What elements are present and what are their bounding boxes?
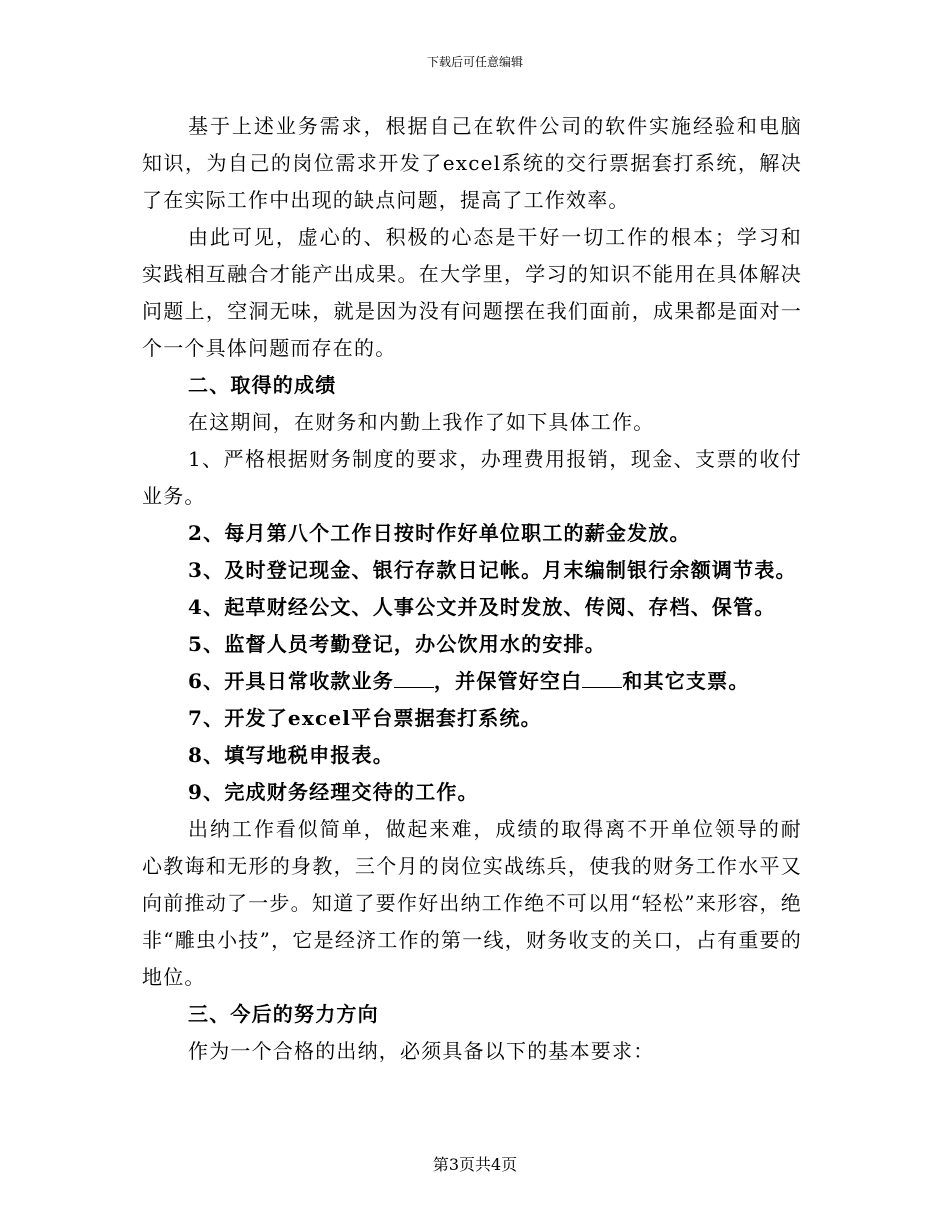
- page-header: 下载后可任意编辑: [426, 55, 523, 69]
- list-item-6: [142, 663, 802, 700]
- section-heading-3: 三、今后的努力方向: [188, 1002, 379, 1026]
- paragraph-4: 作为一个合格的出纳，必须具备以下的基本要求：: [188, 1039, 655, 1063]
- document-body: [142, 108, 802, 1070]
- list-item-6-part-b: ，并保管好空白: [433, 669, 583, 693]
- paragraph-1: 基于上述业务需求，根据自己在软件公司的软件实施经验和电脑知识，为自己的岗位需求开发了excel系统的交行票据套打系统，解决了在实际工作中出现的缺点问题，提高了工作效率。: [142, 114, 802, 212]
- paragraph-2: 由此可见，虚心的、积极的心态是干好一切工作的根本；学习和实践相互融合才能产出成果。在大学里，学习的知识不能用在具体解决问题上，空洞无味，就是因为没有问题摆在我们面前，成果都是面对一个一个具体问题而存在的。: [142, 225, 802, 360]
- page-footer: 第3页共4页: [432, 1155, 518, 1174]
- list-item-6-part-c: 和其它支票。: [622, 669, 750, 693]
- section-heading-2: 二、取得的成绩: [188, 373, 337, 397]
- list-item-1: 1、严格根据财务制度的要求，办理费用报销，现金、支票的收付业务。: [142, 447, 802, 508]
- list-item-3: 3、及时登记现金、银行存款日记帐。月末编制银行余额调节表。: [188, 558, 797, 582]
- list-item-4: 4、起草财经公文、人事公文并及时发放、传阅、存档、保管。: [188, 595, 776, 619]
- list-item-2: 2、每月第八个工作日按时作好单位职工的薪金发放。: [188, 521, 691, 545]
- blank-underline: [582, 669, 622, 688]
- list-item-9: 9、完成财务经理交待的工作。: [188, 780, 479, 804]
- blank-underline: [394, 669, 434, 688]
- list-item-8: 8、填写地税申报表。: [188, 743, 394, 767]
- list-item-7: 7、开发了excel平台票据套打系统。: [188, 706, 542, 730]
- list-item-6-part-a: 6、开具日常收款业务: [188, 669, 394, 693]
- list-item-5: 5、监督人员考勤登记，办公饮用水的安排。: [188, 632, 606, 656]
- paragraph-3: 出纳工作看似简单，做起来难，成绩的取得离不开单位领导的耐心教诲和无形的身教，三个月的岗位实战练兵，使我的财务工作水平又向前推动了一步。知道了要作好出纳工作绝不可以用“轻松”来形容，绝非“雕虫小技”，它是经济工作的第一线，财务收支的关口，占有重要的地位。: [142, 817, 802, 989]
- section-intro: 在这期间，在财务和内勤上我作了如下具体工作。: [188, 410, 655, 434]
